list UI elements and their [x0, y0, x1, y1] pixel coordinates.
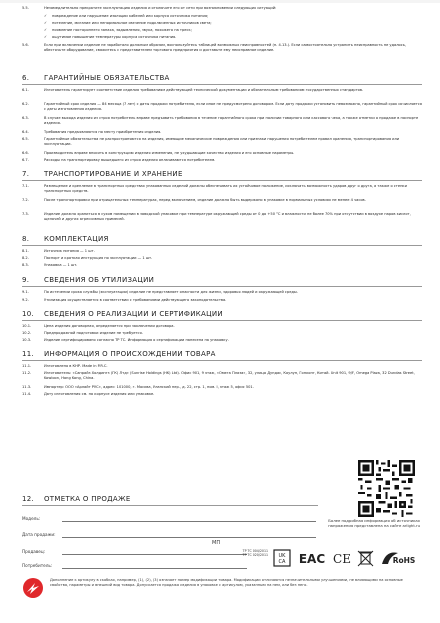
section-title-transport: 7. ТРАНСПОРТИРОВАНИЕ И ХРАНЕНИЕ — [22, 170, 183, 178]
qr-caption: Более подробная информация об источниках напряжения представлена на сайте arlight.ru — [328, 518, 420, 528]
check-icon: ✓ — [44, 28, 48, 32]
section-title-origin: 11. ИНФОРМАЦИЯ О ПРОИСХОЖДЕНИИ ТОВАРА — [22, 350, 216, 358]
item-text: Незамедлительно прекратите эксплуатацию изделия и отключите его от сети при возникновении следующих ситуаций: — [44, 6, 277, 10]
item-8-3: 8.3. Упаковка — 1 шт. — [22, 263, 78, 267]
weee-bin-icon — [358, 551, 373, 566]
item-6-1: 6.1. Изготовитель гарантирует соответствие изделия требованиям действующей технической документации и обязательным требованиям государственных стандартов. — [22, 88, 364, 92]
eac-icon: EAC — [298, 552, 326, 566]
sale-date-field[interactable] — [62, 537, 316, 538]
ce-icon: CE — [333, 552, 351, 566]
brand-logo-icon — [22, 577, 44, 599]
bullet-item: ✓ повреждение или нарушение изоляции кабелей или корпуса источника питания; — [44, 14, 209, 18]
field-label-model: Модель: — [22, 516, 41, 521]
check-icon: ✓ — [44, 14, 48, 18]
check-icon: ✓ — [44, 21, 48, 25]
item-number: 5.6. — [22, 43, 29, 47]
item-7-3: 7.3. Изделие должно храниться в сухом помещении в заводской упаковке при температуре окружающей среды от 0 до +50 °C и влажности не более 70% при отсутствии в воздухе паров кислот, щелочей и других агрессивных примесей. — [22, 212, 411, 221]
field-label-customer: Потребитель: — [22, 563, 53, 568]
item-11-4: 11.4. Дату изготовления см. на корпусе изделия или упаковке. — [22, 392, 155, 396]
item-5-6 — [22, 43, 422, 53]
item-10-1: 10.1. Цена изделия договорная, определяется при заключении договора. — [22, 324, 175, 328]
item-6-4: 6.4. Требования предъявляются по месту приобретения изделия. — [22, 130, 162, 134]
item-5-5 — [22, 6, 422, 11]
model-field[interactable] — [62, 521, 316, 522]
item-11-3: 11.3. Импортер: ООО «Арлайт РУС», адрес: 101000, г. Москва, Уланский пер., д. 22, стр. 1, пом. I, этаж 5, офис 501. — [22, 385, 254, 389]
item-11-2: 11.2. Изготовитель: «Санрайз Холдингз (ГК) Лтд» (Sunrise Holdings (HK) Ltd). Офис 901, 9 этаж, «Омега Плаза», 32, улица Дундас, Коулун, Гонконг, Китай. Unit 901, 9/F, Omega Plaza, 32 Dundas Street, Kowloon, Hong Kong, China. — [22, 371, 415, 380]
section-title-warranty: 6. ГАРАНТИЙНЫЕ ОБЯЗАТЕЛЬСТВА — [22, 74, 170, 82]
tr-codes: ТР ТС 004/2011 ТР ТС 020/2011 — [242, 549, 268, 558]
item-10-3: 10.3. Изделие сертифицировано согласно ТР ТС. Информация о сертификации нанесена на упаковку. — [22, 338, 229, 342]
field-label-seller: Продавец: — [22, 549, 46, 554]
section-divider — [22, 84, 422, 85]
item-6-6: 6.6. Производитель вправе вносить в конструкцию изделия изменения, не ухудшающие качество изделия и его основные параметры. — [22, 151, 295, 155]
item-text: Если при включении изделие не заработало должным образом, воспользуйтесь таблицей возможных неисправностей (п. 4.13.). Если самостоятельно устранить неисправность не удалось, обесточьте оборудование, свяжитесь с представителем торгового предприятия и доставьте ему неисправное изделие. — [44, 43, 406, 52]
svg-text:UK: UK — [278, 553, 286, 559]
section-divider — [22, 245, 422, 246]
item-11-1: 11.1. Изготовлено в КНР. Made in P.R.C. — [22, 364, 108, 368]
seller-field[interactable] — [62, 554, 247, 555]
rohs-icon — [382, 552, 415, 565]
stamp-place-label: МП — [212, 540, 221, 546]
section-divider — [22, 286, 422, 287]
section-divider — [22, 320, 422, 321]
item-7-2: 7.2. После транспортировки при отрицательных температурах, перед включением, изделие должно быть выдержано в упаковке в нормальных условиях не менее 4 часов. — [22, 198, 366, 202]
item-number: 5.5. — [22, 6, 29, 10]
footnote: Дополнение к артикулу в скобках, например, (1), (2), (3) означает номер модификации товара. Модификации отличаются незначительными улучшениями, не влияющими на основные свойства, параметры и внешний вид товара. Допускается продажа изделия в упаковке с артикулом, указанным на нем, или без него. — [50, 578, 403, 588]
item-9-1: 9.1. По истечении срока службы (эксплуатации) изделие не представляет опасности для жизни, здоровья людей и окружающей среды. — [22, 290, 298, 294]
check-icon: ✓ — [44, 35, 48, 39]
section-divider — [22, 360, 422, 361]
customer-field[interactable] — [62, 568, 247, 569]
item-6-5: 6.5. Гарантийные обязательства не распространяются на изделия, имеющие механические повреждения или признаки нарушения потребителем правил хранения, транспортирования или эксплуатации. — [22, 137, 400, 146]
certification-marks — [270, 548, 420, 568]
top-stripe — [0, 0, 440, 3]
ukca-icon — [274, 550, 290, 566]
item-6-7: 6.7. Расходы на транспортировку вышедшего из строя изделия оплачиваются потребителем. — [22, 158, 216, 162]
bullet-item: ✓ ощутимое повышение температуры корпуса источника питания. — [44, 35, 177, 39]
item-6-2: 6.2. Гарантийный срок изделия — 84 месяца (7 лет) с даты продажи потребителю, если иное не предусмотрено договором. Если дату продажи установить невозможно, гарантийный срок исчисляется с даты изготовления изделия. — [22, 102, 422, 111]
svg-text:RoHS: RoHS — [392, 556, 416, 565]
section-divider — [22, 505, 318, 506]
section-divider — [22, 180, 422, 181]
item-8-2: 8.2. Паспорт и краткая инструкция по эксплуатации — 1 шт. — [22, 256, 153, 260]
item-10-2: 10.2. Предпродажной подготовки изделие не требуется. — [22, 331, 143, 335]
section-title-sale: 12. ОТМЕТКА О ПРОДАЖЕ — [22, 495, 131, 503]
section-title-disposal: 9. СВЕДЕНИЯ ОБ УТИЛИЗАЦИИ — [22, 276, 155, 284]
item-7-1: 7.1. Размещение и крепление в транспортных средствах упакованных изделий должны обеспечивать их устойчивое положение, исключать возможность ударов друг о друга, а также о стенки транспортных средств. — [22, 184, 407, 193]
section-title-certification: 10. СВЕДЕНИЯ О РЕАЛИЗАЦИИ И СЕРТИФИКАЦИИ — [22, 310, 223, 318]
item-8-1: 8.1. Источник питания — 1 шт. — [22, 249, 95, 253]
bullet-item: ✓ появление постороннего запаха, задымления, звука, похожего на треск; — [44, 28, 192, 32]
field-label-sale-date: Дата продажи: — [22, 532, 56, 537]
bullet-item: ✓ потеление, мигание или ненормальное свечение подключенных источников света; — [44, 21, 212, 25]
svg-text:CA: CA — [278, 559, 286, 565]
item-9-2: 9.2. Утилизация осуществляется в соответствии с требованиями действующего законодательства. — [22, 298, 227, 302]
qr-code-icon — [358, 460, 415, 517]
item-6-3: 6.3. В случае выхода изделия из строя потребитель вправе предъявить требования в течение гарантийного срока при наличии товарного или кассового чека, а также отметки о продаже в паспорте изделия. — [22, 116, 419, 125]
section-title-package: 8. КОМПЛЕКТАЦИЯ — [22, 235, 109, 243]
